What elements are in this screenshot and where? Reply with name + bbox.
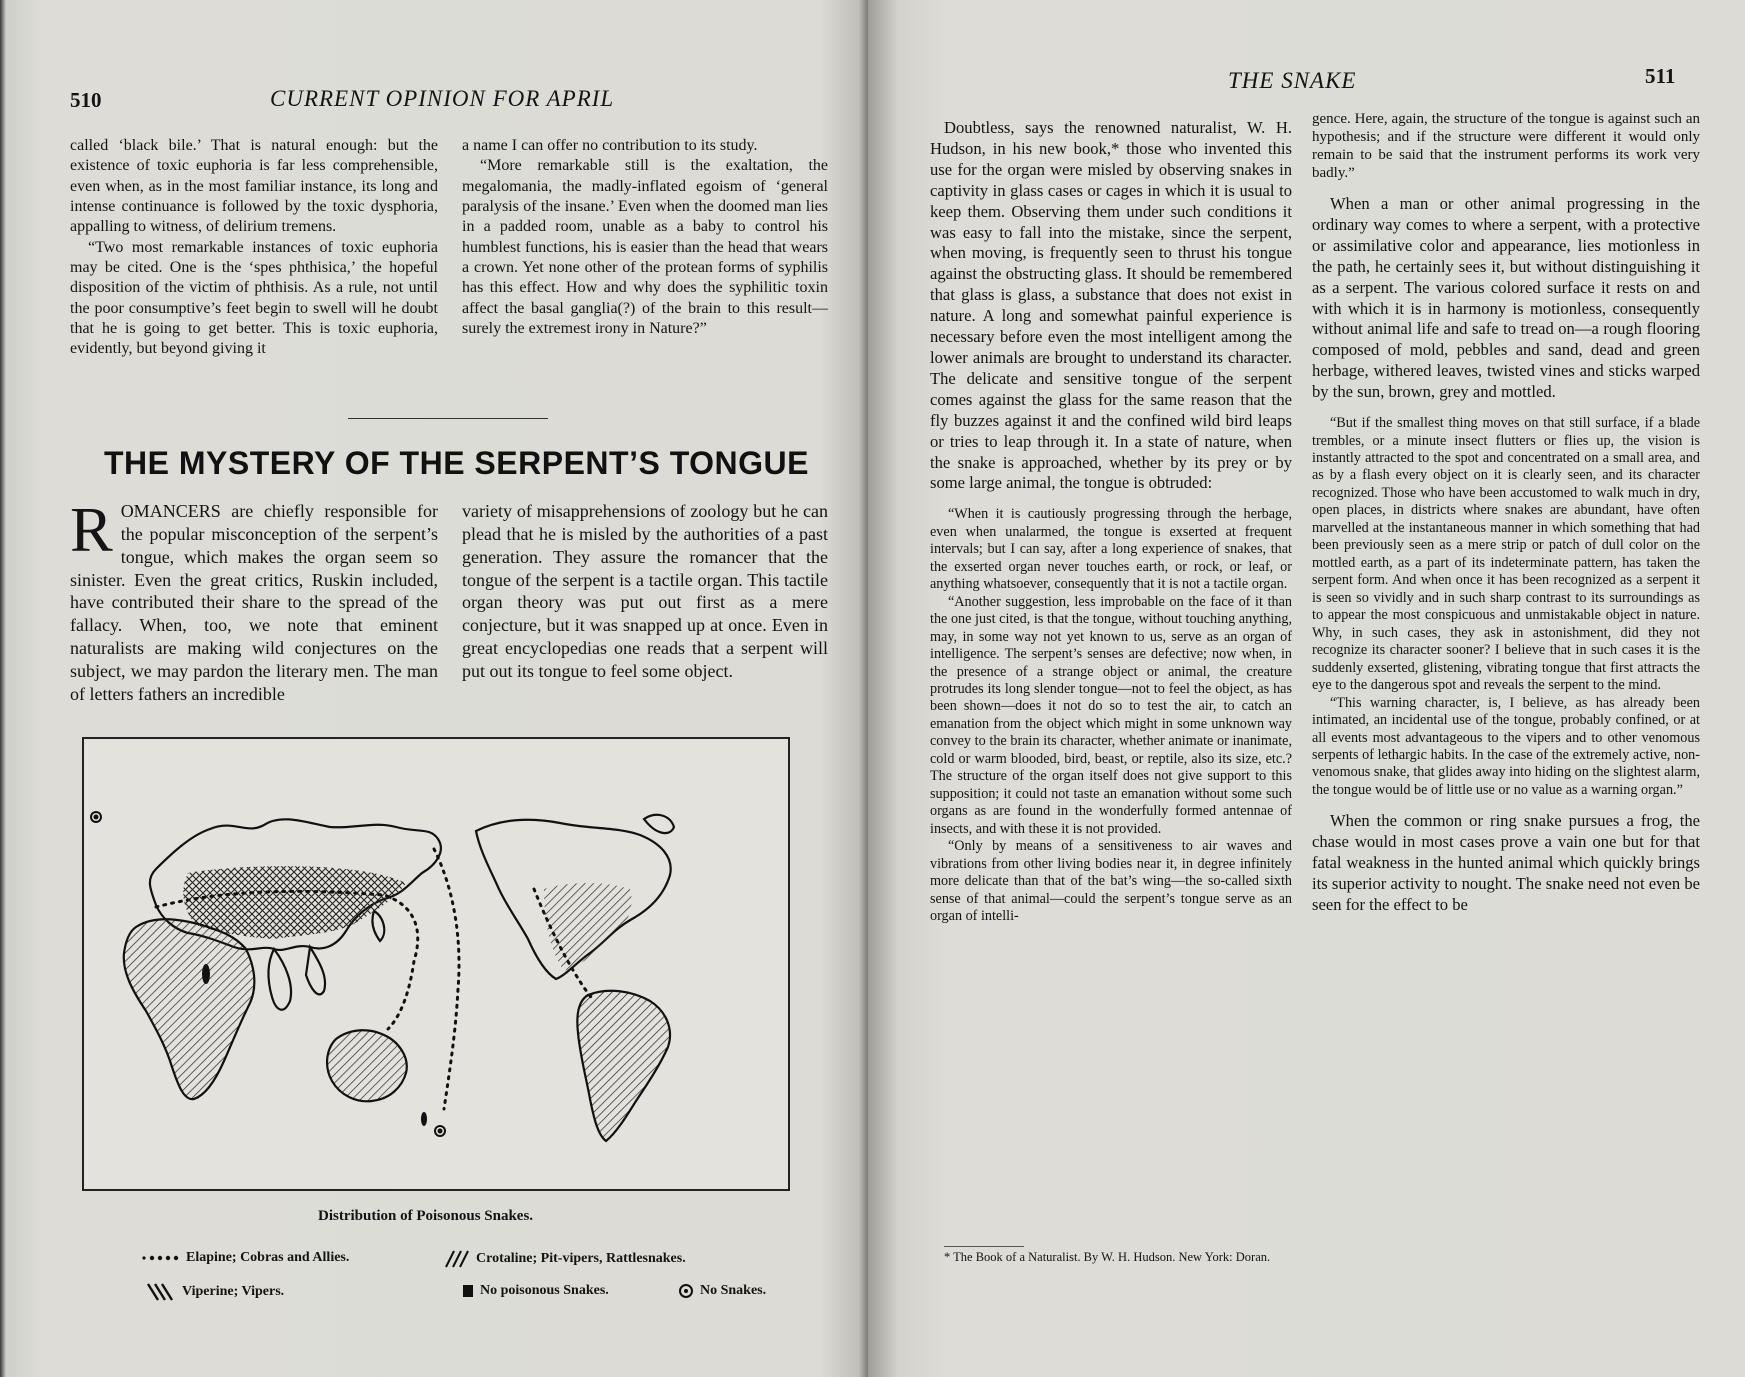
reverse-hatch-icon [146,1283,176,1301]
running-head-right: THE SNAKE [1228,68,1357,93]
quoted-passage [1312,415,1700,799]
world-map-figure [84,739,788,1189]
diagonal-hatch-icon [444,1250,470,1268]
paragraph: “More remarkable still is the exaltation, the megalomania, the madly-inflated egoism of ‘general paralysis of the insane.’ Even when the doomed man lies in a padded room, unable as a baby to control his humblest functions, his is easier than the head that wears a crown. Yet none other of the protean forms of syphilis has this effect. How and why does the syphilitic toxin affect the basal ganglia(?) of the brain to this result—surely the extremest irony in Nature?” [462,157,828,337]
footnote-divider [944,1246,1024,1247]
paragraph: “When it is cautiously progressing through the herbage, even when unalarmed, the tongue is exserted at frequent intervals; but I can say, after a long experience of snakes, that the exserted organ never touches earth, or rock, or leaf, or anything whatsoever, consequently that it is not a tactile organ. [930,506,1292,593]
footnote: * The Book of a Naturalist. By W. H. Hudson. New York: Doran. [944,1250,1271,1264]
page-number-left: 510 [70,88,102,112]
article-col2 [462,500,828,683]
legend-label: No Snakes. [700,1283,767,1298]
africa-region [124,919,255,1099]
paragraph: Doubtless, says the renowned naturalist, W. H. Hudson, in his new book,* those who invented this use for the organ were misled by observing snakes in captivity in glass cases or cages in which it is usual to keep them. Observing them under such conditions it was easy to fall into the mistake, since the serpent, when moving, is frequently seen to thrust his tongue against the obstructing glass. It should be remembered that glass is glass, a substance that does not exist in nature. A long and somewhat painful experience is necessary before even the most intelligent among the lower animals are brought to understand its character. The delicate and sensitive tongue of the serpent comes against the glass for the same reason that the fly buzzes against it and the confined wild bird leaps or tries to leap through it. In a state of nature, when the snake is approached, whether by its prey or by some large animal, the tongue is obtruded: [930,118,1292,493]
south-america-region [577,991,670,1141]
dotted-line-icon [140,1252,180,1264]
article-title: THE MYSTERY OF THE SERPENT’S TONGUE [104,445,809,481]
running-head-left: CURRENT OPINION FOR APRIL [270,86,615,111]
australia-outline [327,1030,407,1101]
snake-distribution-map [82,737,790,1191]
paragraph: “Two most remarkable instances of toxic euphoria may be cited. One is the ‘spes phthisica,’ the hopeful disposition of the victim of phthisis. As a rule, not until the poor consumptive’s feet begin to swell will he doubt that he is going to get better. This is toxic euphoria, evidently, but beyond giving it [70,238,438,358]
crotaline-region [544,883,632,971]
legend-label: Elapine; Cobras and Allies. [186,1250,350,1265]
paragraph: “This warning character, is, I believe, as has already been intimated, an incidental use of the tongue, probably confined, or at all events most advantageous to the vipers and to other venomous serpents of lethargic habits. In the case of the extremely active, non-venomous snake, that glides away into hiding on the slightest alarm, the tongue would be of little use or no value as a warning organ.” [1312,694,1700,798]
quoted-passage [930,506,1292,925]
legend-viperine [146,1283,284,1301]
section-divider [348,418,548,419]
legend-elapine [140,1250,349,1266]
page-number-right: 511 [1645,64,1676,88]
left-page [0,0,868,1377]
paragraph: “But if the smallest thing moves on that still surface, if a blade trembles, or a minute insect flutters or flies up, the vision is instantly attracted to the spot and concentrated on a small area, and as by a flash every object on it is clearly seen, and its character recognized. Those who have been accustomed to walk much in dry, open places, in districts where snakes are abundant, have often marvelled at the instantaneous manner in which something that had been previously seen as a mere strip or patch of dull color on the mottled earth, as a part of its indeterminate pattern, has taken the serpent form. And when once it has been recognized as a serpent it is seen so vividly and in such sharp contrast to its surroundings as to appear the most conspicuous and unmistakable object in nature. Why, in such cases, they ask in astonishment, did they not recognize its character sooner? I believe that in such cases it is the suddenly exserted, glistening, vibrating tongue that first attracts the eye to the dangerous spot and reveals the serpent to the mind. [1312,415,1700,694]
paragraph: a name I can offer no contribution to its study. [462,137,758,154]
legend-no-snakes [678,1283,766,1299]
right-col1 [930,118,1292,926]
circled-dot-icon [678,1283,694,1299]
prev-article-col2 [462,136,828,339]
paragraph [70,494,438,706]
prev-article-col1 [70,136,438,359]
solid-square-icon [462,1284,474,1298]
quoted-passage [1312,110,1700,182]
map-caption: Distribution of Poisonous Snakes. [318,1208,534,1224]
paragraph: “Another suggestion, less improbable on the face of it than the one just cited, is that the tongue, without touching anything, may, in some way not yet known to us, serve as an organ of intelligence. The serpent’s senses are defective; now when, in the presence of a strange object or animal, the creature protrudes its long slender tongue—not to feel the object, as has been shown—does it not do so to test the air, to catch an emanation from the object which might in some unknown way convey to the brain its character, whether animate or inanimate, cold or warm blooded, bird, beast, or reptile, also its size, etc.? The structure of the organ itself does not give support to this supposition; it could not taste an emanation without some such organs as are found in the wonderfully formed antennae of insects, and with these it is not provided. [930,593,1292,837]
paragraph: gence. Here, again, the structure of the tongue is against such an hypothesis; and if the structure were different it would only remain to be said that the instrument performs its work very badly.” [1312,111,1700,181]
drop-cap: R [70,494,113,565]
paragraph: called ‘black bile.’ That is natural enough: but the existence of toxic euphoria is far less comprehensible, even when, as in the most familiar instance, its long and intense continuance is followed by the toxic dysphoria, appalling to witness, of delirium tremens. [70,137,438,236]
paragraph: variety of misapprehensions of zoology but he can plead that he is misled by the authorities of a past generation. They assure the romancer that the tongue of the serpent is a tactile organ. This tactile organ theory was put out first as a mere conjecture, but it was snapped up at once. Even in great encyclopedias one reads that a serpent will put out its tongue to feel some object. [462,501,828,682]
paragraph: “Only by means of a sensitiveness to air waves and vibrations from other living bodies near it, in degree infinitely more delicate than that of the bat’s wing—the so-called sixth sense of that animal—could the serpent’s tongue serve as an organ of intelli- [930,838,1292,925]
paragraph-text: OMANCERS are chiefly responsible for the popular misconception of the serpent’s tongue, which makes the organ seem so sinister. Even the great critics, Ruskin included, have contributed their share to the spread of the fallacy. When, too, we note that eminent naturalists are making wild conjectures on the subject, we may pardon the literary men. The man of letters fathers an incredible [70,501,438,704]
paragraph: When the common or ring snake pursues a frog, the chase would in most cases prove a vain one but for that fatal weakness in the hunted animal which quickly brings its superior activity to nought. The snake need not even be seen for the effect to be [1312,811,1700,914]
legend-label: Viperine; Vipers. [182,1284,285,1299]
right-col2 [1312,110,1700,916]
paragraph: When a man or other animal progressing in the ordinary way comes to where a serpent, with a protective or assimilative color and appearance, lies motionless in the path, he certainly sees it, but without distinguishing it as a serpent. The various colored surface it rests on and with which it is in harmony is motionless, consequently without animal life and safe to tread on—a rough flooring composed of mold, pebbles and sand, dead and green herbage, withered leaves, twisted vines and sticks warped by the sun, brown, grey and mottled. [1312,194,1700,402]
legend-crotaline [444,1250,686,1268]
legend-label: Crotaline; Pit-vipers, Rattlesnakes. [476,1251,686,1266]
legend-no-poisonous [462,1283,609,1299]
article-col1 [70,494,438,706]
legend-label: No poisonous Snakes. [480,1283,609,1298]
